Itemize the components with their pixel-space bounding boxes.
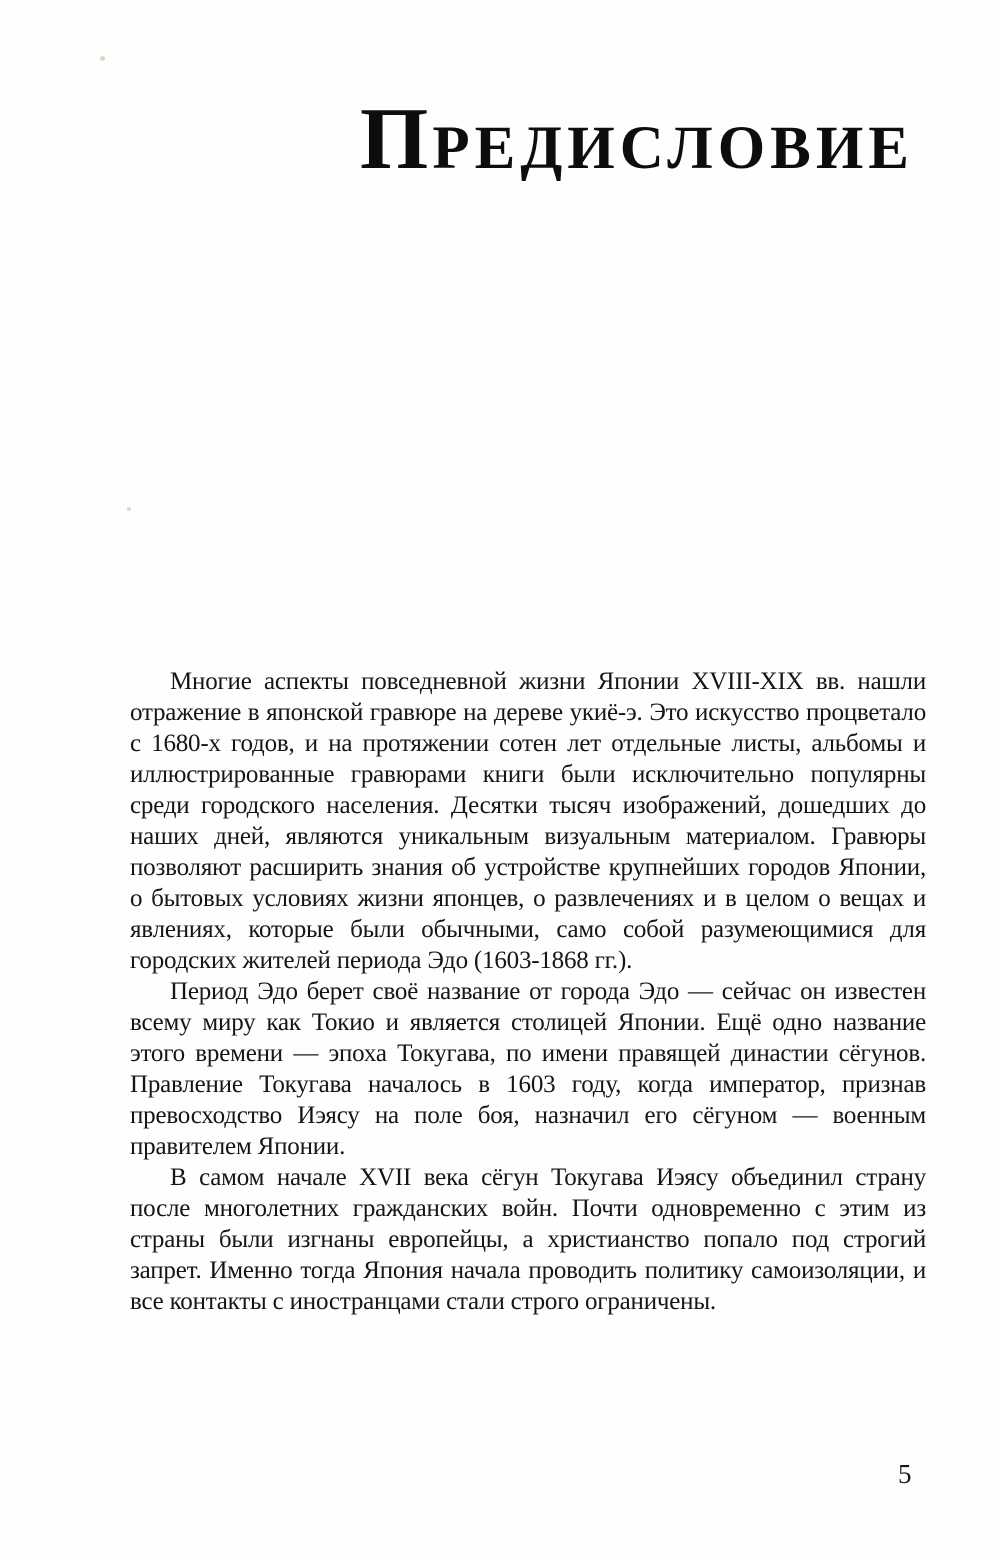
preface-body-text: [130, 666, 926, 1317]
page-number: 5: [898, 1459, 912, 1489]
paragraph-2: Период Эдо берет своё название от города Эдо — сейчас он известен всему миру как Токио и является столицей Японии. Ещё одно название этого времени — эпоха Токугава, по имени правящей династии сёгунов. Правление Токугава началось в 1603 году, когда император, признав превосходство Иэясу на поле боя, назначил его сёгуном — военным правителем Японии.: [130, 978, 926, 1160]
chapter-title-rest: РЕДИСЛОВИЕ: [432, 115, 914, 182]
paragraph-1: Многие аспекты повседневной жизни Японии XVIII-XIX вв. нашли отражение в японской гравюре на дереве укиё-э. Это искусство процветало с 1680-х годов, и на протяжении сотен лет отдельные листы, альбомы и иллюстрированные гравюрами книги были исключительно популярны среди городского населения. Десятки тысяч изображений, дошедших до наших дней, являются уникальным визуальным материалом. Гравюры позволяют расширить знания об устройстве крупнейших городов Японии, о бытовых условиях жизни японцев, о развлечениях и в целом о вещах и явлениях, которые были обычными, само собой разумеющимися для городских жителей периода Эдо (1603-1868 гг.).: [130, 668, 926, 974]
scan-speck: [127, 507, 131, 511]
scan-speck: [100, 56, 105, 61]
chapter-title-initial-letter: П: [359, 91, 433, 188]
chapter-title: [359, 91, 914, 188]
paragraph-3: В самом начале XVII века сёгун Токугава Иэясу объединил страну после многолетних гражданских войн. Почти одновременно с этим из страны были изгнаны европейцы, а христианство попало под строгий запрет. Именно тогда Япония начала проводить политику самоизоляции, и все контакты с иностранцами стали строго ограничены.: [130, 1164, 926, 1315]
